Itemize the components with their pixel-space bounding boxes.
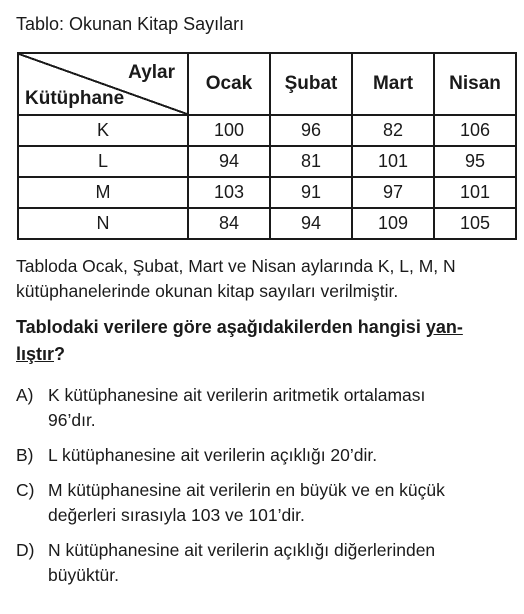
library-label: N: [18, 208, 188, 239]
corner-cell: [18, 53, 188, 115]
option-text: M kütüphanesine ait verilerin en büyük ve en küçük değerleri sırasıyla 103 ve 101’dir.: [48, 480, 445, 525]
table-cell: 101: [352, 146, 434, 177]
table-cell: 81: [270, 146, 352, 177]
table-row: [18, 208, 516, 239]
option-letter: C): [16, 480, 35, 500]
option-text: N kütüphanesine ait verilerin açıklığı diğerlerinden büyüktür.: [48, 540, 436, 585]
question-emphasis-part2: lıştır: [16, 344, 55, 364]
question-main: Tablodaki verilere göre aşağıdakilerden hangisi: [16, 317, 426, 337]
option-text: K kütüphanesine ait verilerin aritmetik ortalaması 96’dır.: [48, 385, 426, 430]
table-row: [18, 115, 516, 146]
library-label: M: [18, 177, 188, 208]
option-letter: B): [16, 445, 34, 465]
table-cell: 94: [188, 146, 270, 177]
table-cell: 84: [188, 208, 270, 239]
intro-paragraph: Tabloda Ocak, Şubat, Mart ve Nisan aylarında K, L, M, N kütüphanelerinde okunan kitap sayıları verilmiştir.: [16, 256, 456, 301]
option-text: L kütüphanesine ait verilerin açıklığı 20’dir.: [48, 445, 378, 465]
option-letter: A): [16, 385, 34, 405]
answer-options: [16, 383, 510, 598]
library-axis-label: Kütüphane: [25, 88, 125, 109]
table-cell: 95: [434, 146, 516, 177]
table-row: [18, 177, 516, 208]
table-caption: Tablo: Okunan Kitap Sayıları: [16, 14, 245, 34]
table-cell: 103: [188, 177, 270, 208]
table-cell: 106: [434, 115, 516, 146]
question-mark: ?: [54, 344, 66, 364]
option-letter: D): [16, 540, 35, 560]
option-d[interactable]: [16, 538, 510, 588]
table-row: [18, 146, 516, 177]
table-cell: 101: [434, 177, 516, 208]
question-text: [16, 314, 510, 368]
book-count-table: [17, 52, 517, 240]
library-label: L: [18, 146, 188, 177]
table-cell: 109: [352, 208, 434, 239]
option-b[interactable]: [16, 443, 510, 468]
table-cell: 97: [352, 177, 434, 208]
option-c[interactable]: [16, 478, 510, 528]
table-cell: 91: [270, 177, 352, 208]
month-header: Ocak: [188, 53, 270, 115]
table-cell: 96: [270, 115, 352, 146]
table-cell: 82: [352, 115, 434, 146]
table-cell: 94: [270, 208, 352, 239]
question-emphasis-part1: yan-: [425, 317, 463, 337]
month-header: Mart: [352, 53, 434, 115]
library-label: K: [18, 115, 188, 146]
month-header: Nisan: [434, 53, 516, 115]
months-axis-label: Aylar: [128, 62, 175, 83]
month-header: Şubat: [270, 53, 352, 115]
table-cell: 105: [434, 208, 516, 239]
option-a[interactable]: [16, 383, 510, 433]
table-header-row: [18, 53, 516, 115]
table-cell: 100: [188, 115, 270, 146]
